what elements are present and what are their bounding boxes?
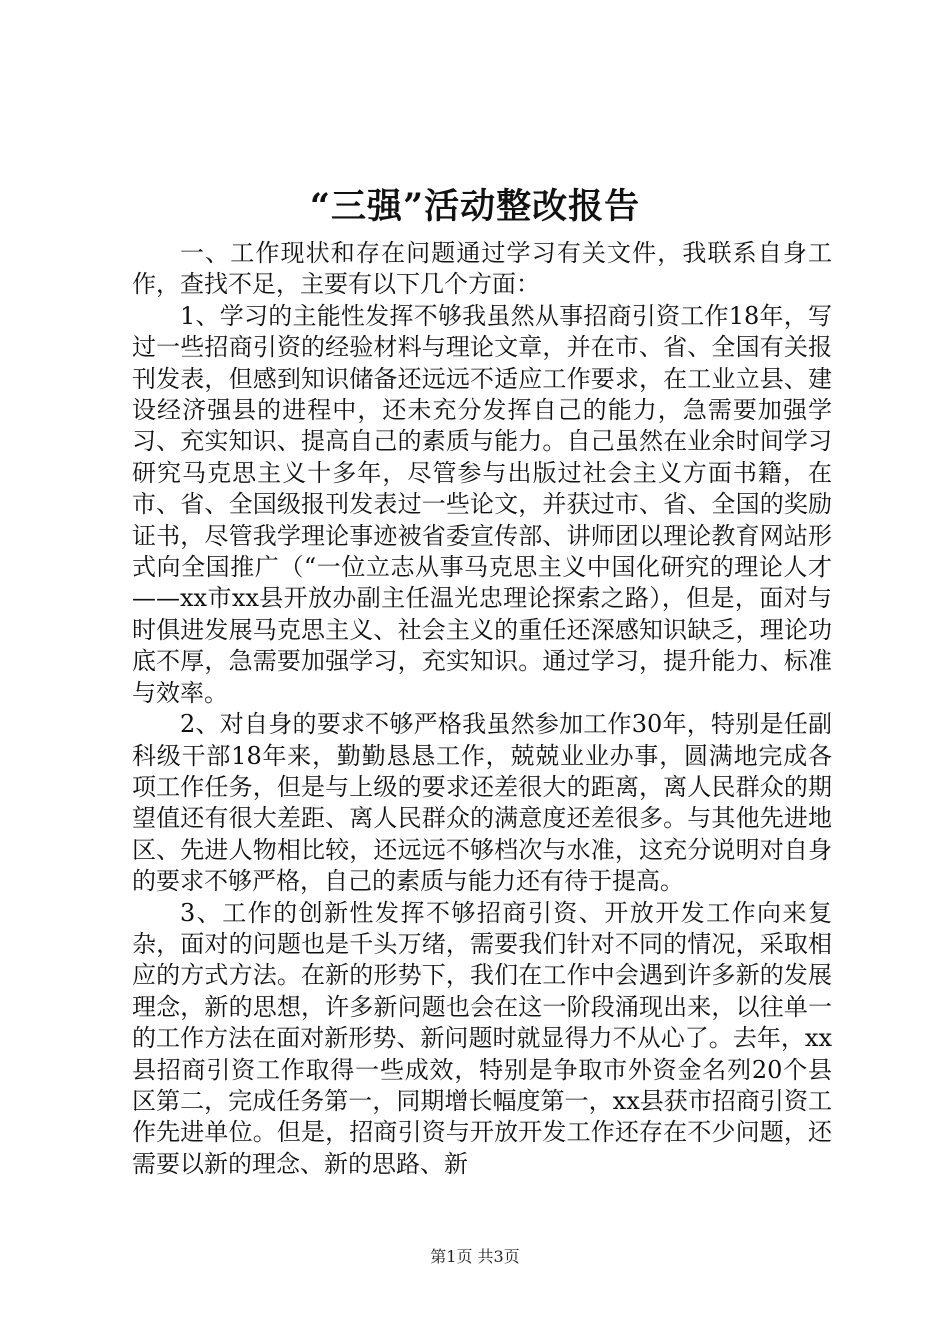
paragraph-item-2: 2、对自身的要求不够严格我虽然参加工作30年，特别是任副科级干部18年来，勤勤恳恳工作，兢兢业业办事，圆满地完成各项工作任务，但是与上级的要求还差很大的距离，离人民群众的期望值还有很大差距、离人民群众的满意度还差很多。与其他先进地区、先进人物相比较，还远远不够档次与水准，这充分说明对自身的要求不够严格，自己的素质与能力还有待于提高。 (132, 710, 832, 896)
document-title: “三强”活动整改报告 (309, 186, 641, 227)
paragraph-item-3: 3、工作的创新性发挥不够招商引资、开放开发工作向来复杂，面对的问题也是千头万绪，需要我们针对不同的情况，采取相应的方式方法。在新的形势下，我们在工作中会遇到许多新的发展理念，新的思想，许多新问题也会在这一阶段涌现出来，以往单一的工作方法在面对新形势、新问题时就显得力不从心了。去年，xx县招商引资工作取得一些成效，特别是争取市外资金名列20个县区第二，完成任务第一，同期增长幅度第一，xx县获市招商引资工作先进单位。但是，招商引资与开放开发工作还存在不少问题，还需要以新的理念、新的思路、新 (132, 898, 832, 1178)
document-body (132, 238, 832, 1180)
paragraph-item-1: 1、学习的主能性发挥不够我虽然从事招商引资工作18年，写过一些招商引资的经验材料与理论文章，并在市、省、全国有关报刊发表，但感到知识储备还远远不适应工作要求，在工业立县、建设经济强县的进程中，还未充分发挥自己的能力，急需要加强学习、充实知识、提高自己的素质与能力。自己虽然在业余时间学习研究马克思主义十多年，尽管参与出版过社会主义方面书籍，在市、省、全国级报刊发表过一些论文，并获过市、省、全国的奖励证书，尽管我学理论事迹被省委宣传部、讲师团以理论教育网站形式向全国推广（“一位立志从事马克思主义中国化研究的理论人才——xx市xx县开放办副主任温光忠理论探索之路），但是，面对与时俱进发展马克思主义、社会主义的重任还深感知识缺乏，理论功底不厚，急需要加强学习，充实知识。通过学习，提升能力、标准与效率。 (132, 301, 832, 707)
paragraph-intro: 一、工作现状和存在问题通过学习有关文件，我联系自身工作，查找不足，主要有以下几个方面： (132, 239, 832, 299)
page-number-footer: 第1页 共3页 (430, 1247, 520, 1266)
